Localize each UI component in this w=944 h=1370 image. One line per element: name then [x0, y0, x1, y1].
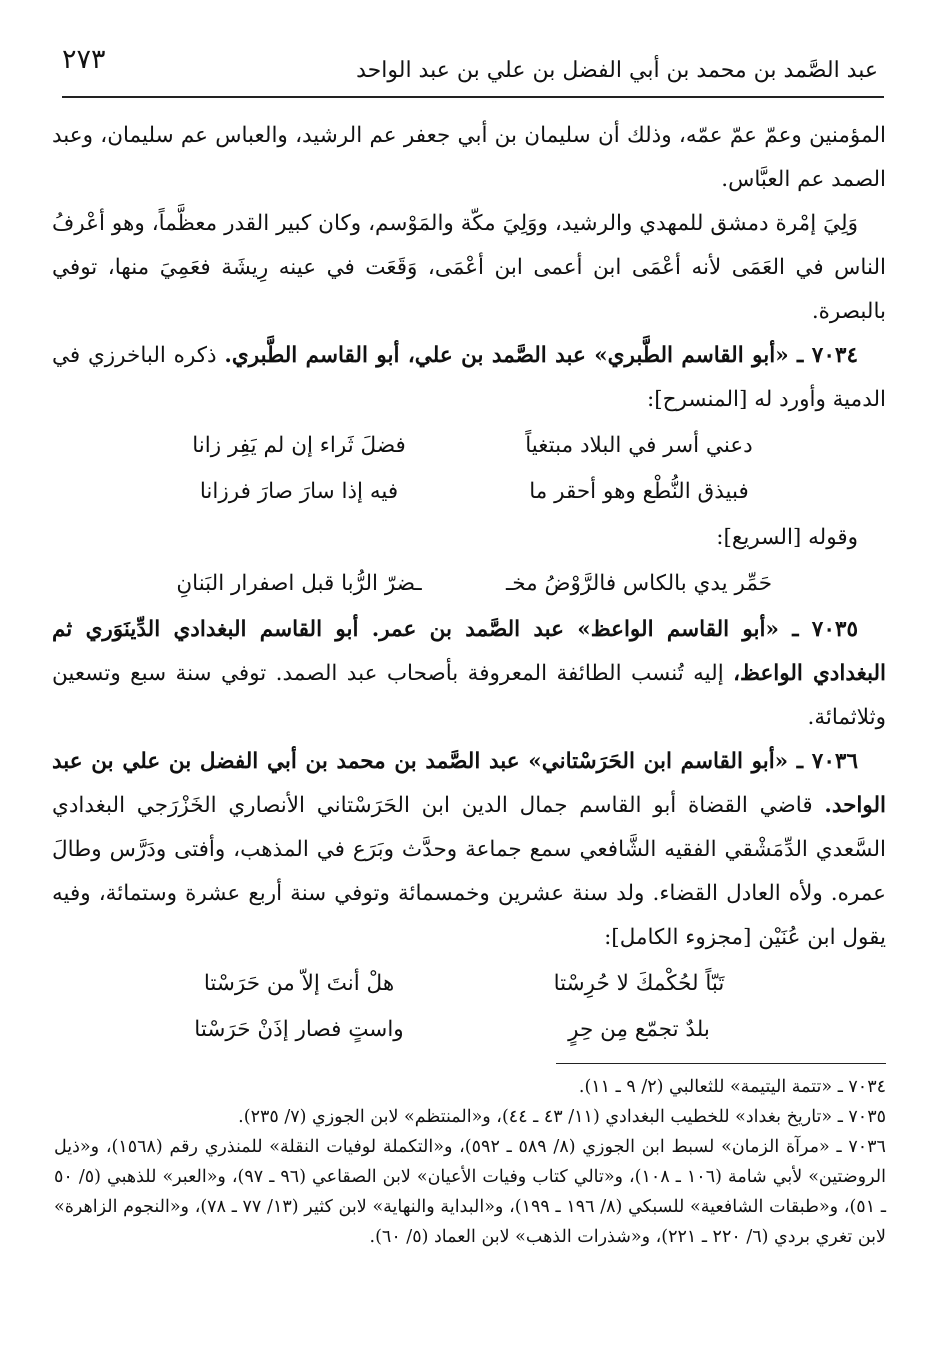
running-header-title: عبد الصَّمد بن محمد بن أبي الفضل بن علي بن عبد الواحد	[356, 58, 878, 83]
header-rule	[62, 96, 884, 98]
hemistich: فضلَ ثَراء إن لم يَفِر زانا	[192, 433, 406, 458]
verse-line-1	[52, 424, 886, 468]
verse-line-3	[52, 562, 886, 606]
page-number: ٢٧٣	[62, 44, 106, 75]
hemistich: ـضرّ الرُّبا قبل اصفرار البَنانِ	[176, 571, 422, 596]
entry-7034-heading: ٧٠٣٤ ـ «أبو القاسم الطَّبري» عبد الصَّمد بن علي، أبو القاسم الطَّبري.	[224, 343, 858, 368]
footnote-rule	[556, 1063, 886, 1064]
paragraph-1: المؤمنين وعمّ عمّ عمّه، وذلك أن سليمان بن أبي جعفر عم الرشيد، والعباس عم سليمان، وعبد الصمد عم العبَّاس.	[52, 123, 886, 192]
entry-7034-text: ذكره الباخرزي في الدمية وأورد له [المنسرح]:	[52, 343, 886, 412]
entry-7036-text: قاضي القضاة أبو القاسم جمال الدين ابن الحَرَسْتاني الأنصاري الخَزْرَجي البغدادي السَّعدي الدِّمَشْقي الفقيه الشَّافعي سمع جماعة وحدَّث وبَرَع في المذهب، وأفتى ودَرَّس وطالَ عمره. ولأه العادل القضاء. ولد سنة عشرين وخمسمائة وتوفي سنة أربع عشرة وستمائة، وفيه يقول ابن عُنَيْن [مجزوء الكامل]:	[52, 793, 886, 950]
entry-7035-heading: ٧٠٣٥ ـ «أبو القاسم الواعظ» عبد الصَّمد بن عمر. أبو القاسم البغدادي الدِّينَوَري ثم البغدادي الواعظ،	[52, 617, 886, 686]
entry-7036	[52, 740, 886, 960]
hemistich: هلْ أنتَ إلاّ من حَرَسْتا	[203, 971, 395, 996]
entry-7036-heading: ٧٠٣٦ ـ «أبو القاسم ابن الحَرَسْتاني» عبد الصَّمد بن محمد بن أبي الفضل بن علي بن عبد الواحد.	[52, 749, 886, 818]
paragraph-2: وَلِيَ إمْرة دمشق للمهدي والرشيد، ووَلِيَ مكّة والمَوْسم، وكان كبير القدر معظَّماً، وهو أعْرفُ الناس في العَمَى لأنه أعْمَى ابن أعمى ابن أعْمَى، وَقَعَت في عينه رِيشَة فعَمِيَ منها، توفي بالبصرة.	[52, 211, 886, 324]
entry-7034	[52, 334, 886, 422]
verse-line-4	[52, 962, 886, 1006]
meter-label: وقوله [السريع]:	[716, 525, 858, 550]
footnotes	[54, 1072, 886, 1252]
footnote: ٧٠٣٦ ـ «مرآة الزمان» لسبط ابن الجوزي (٨/ ٥٨٩ ـ ٥٩٢)، و«التكملة لوفيات النقلة» للمنذري رقم (١٥٦٨)، و«ذيل الروضتين» لأبي شامة (١٠٦ ـ ١٠٨)، و«تالي كتاب وفيات الأعيان» لابن الصقاعي (٩٦ ـ ٩٧)، و«العبر» للذهبي (٥/ ٥٠ ـ ٥١)، و«طبقات الشافعية» للسبكي (٨/ ١٩٦ ـ ١٩٩)، و«البداية والنهاية» لابن كثير (١٣/ ٧٧ ـ ٧٨)، و«النجوم الزاهرة» لابن تغري بردي (٦/ ٢٢٠ ـ ٢٢١)، و«شذرات الذهب» لابن العماد (٥/ ٦٠).	[54, 1137, 886, 1247]
hemistich: فبيذق النُّطْع وهو أحقر ما	[529, 479, 749, 504]
footnote: ٧٠٣٤ ـ «تتمة اليتيمة» للثعالبي (٢/ ٩ ـ ١١).	[578, 1077, 886, 1097]
hemistich: بلدٌ تجمّع مِن حِرٍ	[568, 1017, 710, 1042]
verse-line-5	[52, 1008, 886, 1052]
entry-7035-text: إليه تُنسب الطائفة المعروفة بأصحاب عبد الصمد. توفي سنة سبع وتسعين وثلاثمائة.	[52, 661, 886, 730]
footnote: ٧٠٣٥ ـ «تاريخ بغداد» للخطيب البغدادي (١١/ ٤٣ ـ ٤٤)، و«المنتظم» لابن الجوزي (٧/ ٢٣٥).	[238, 1107, 886, 1127]
hemistich: دعني أسر في البلاد مبتغياً	[525, 433, 753, 458]
hemistich: حَمِّر يدي بالكاس فالرَّوْضُ مخـ	[505, 571, 773, 596]
hemistich: واستٍ فصار إذَنْ حَرَسْتا	[194, 1017, 404, 1042]
verse-line-2	[52, 470, 886, 514]
hemistich: تَبّاً لحُكْمكَ لا حُرِسْتا	[553, 971, 725, 996]
entry-7035	[52, 608, 886, 740]
main-text	[52, 114, 886, 1054]
hemistich: فيه إذا سارَ صارَ فرزانا	[199, 479, 399, 504]
